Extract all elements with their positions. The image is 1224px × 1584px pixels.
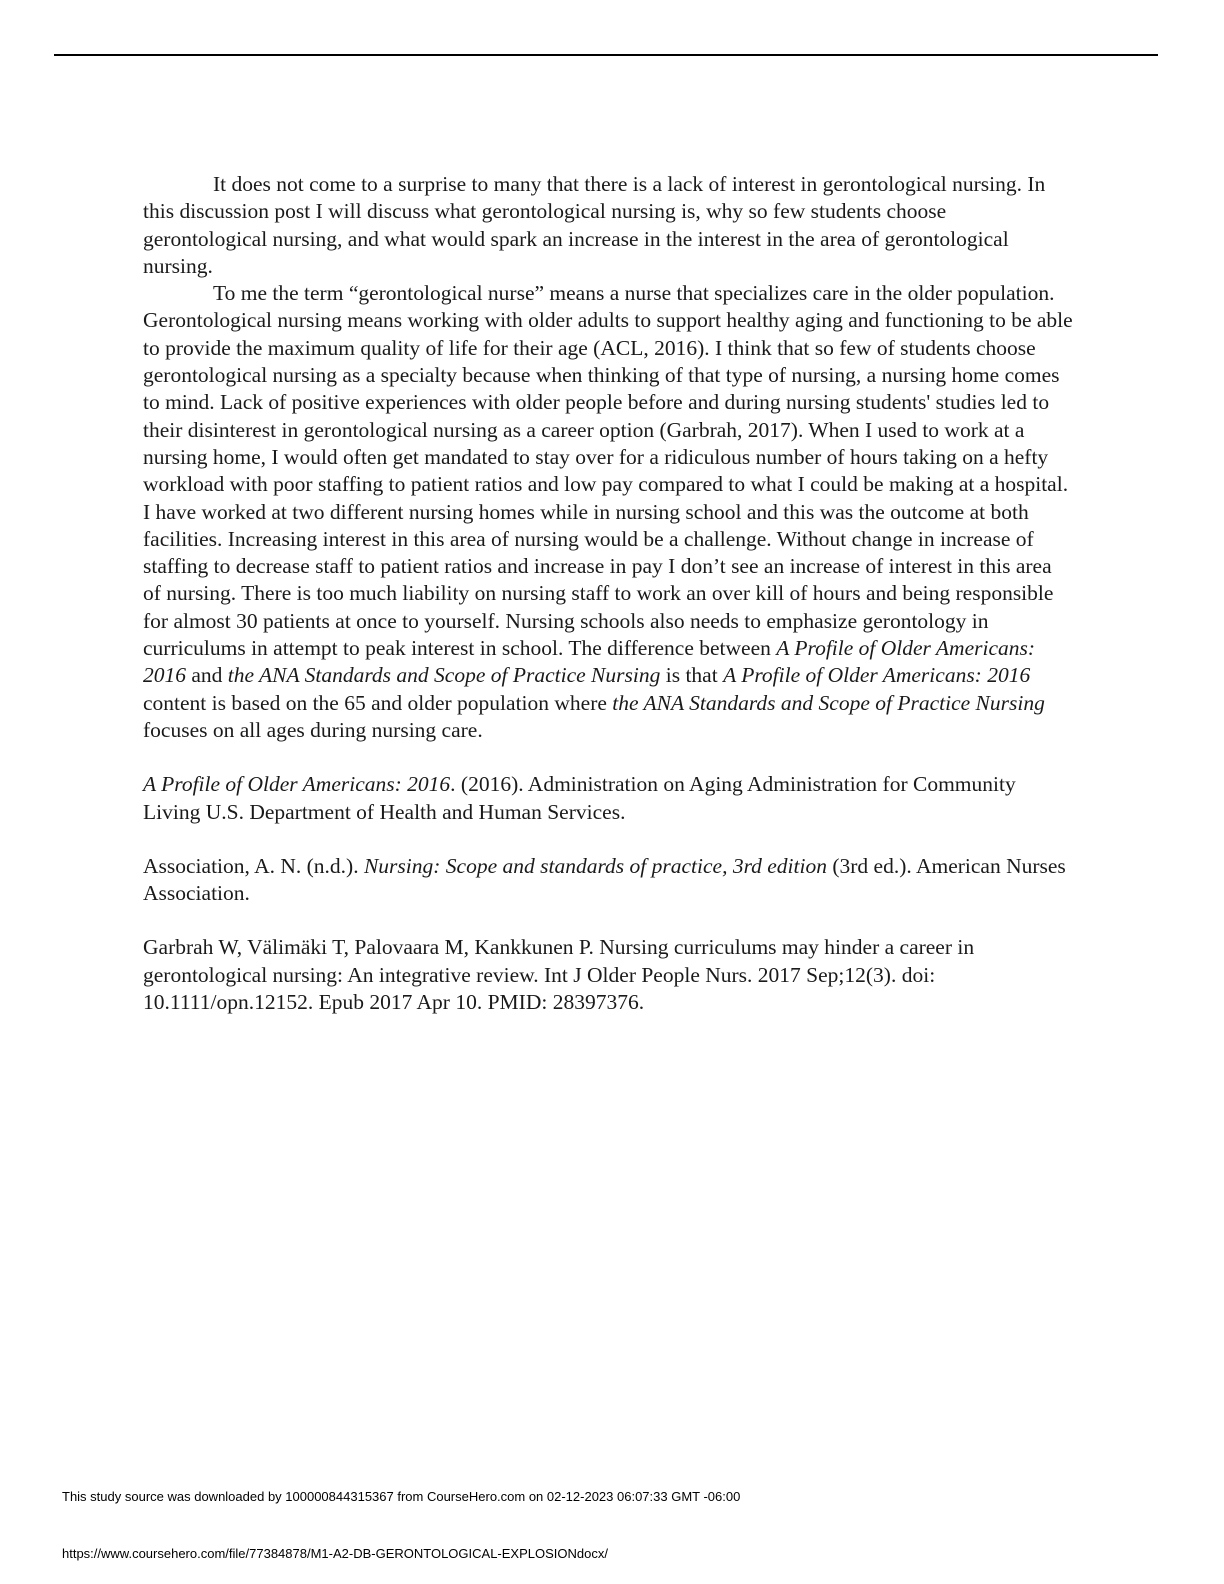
intro-paragraph xyxy=(143,171,1073,280)
italic-title: A Profile of Older Americans: 2016 xyxy=(723,663,1031,688)
reference-details: (3rd ed.). American Nurses Association. xyxy=(143,853,1066,906)
reference-details: . (2016). Administration on Aging Administration for Community Living U.S. Department of Health and Human Services. xyxy=(143,772,1016,824)
closing-text: focuses on all ages during nursing care. xyxy=(143,717,483,742)
reference-item xyxy=(143,853,1073,908)
header-rule xyxy=(54,54,1158,56)
italic-title: A Profile of Older Americans: 2016 xyxy=(143,636,1036,688)
reference-title: Nursing: Scope and standards of practice, 3rd edition xyxy=(363,853,827,878)
source-url-link[interactable]: https://www.coursehero.com/file/77384878/M1-A2-DB-GERONTOLOGICAL-EXPLOSIONdocx/ xyxy=(62,1546,608,1561)
connector-text: content is based on the 65 and older population where xyxy=(143,690,613,715)
connector-text: and xyxy=(186,663,228,688)
italic-title: the ANA Standards and Scope of Practice Nursing xyxy=(612,690,1045,715)
download-source-notice: This study source was downloaded by 100000844315367 from CourseHero.com on 02-12-2023 06:07:33 GMT -06:00 xyxy=(62,1489,741,1504)
reference-item xyxy=(143,934,1073,1016)
reference-author: Association, A. N. (n.d.). xyxy=(143,853,364,878)
reference-title: A Profile of Older Americans: 2016 xyxy=(143,772,451,797)
reference-item xyxy=(143,771,1073,826)
discussion-paragraph xyxy=(143,280,1073,744)
intro-paragraph-text: It does not come to a surprise to many that there is a lack of interest in gerontological nursing. In this discussion post I will discuss what gerontological nursing is, why so few students choose gerontological nursing, and what would spark an increase in the interest in the area of gerontological nursing. xyxy=(143,172,1046,278)
reference-details: Garbrah W, Välimäki T, Palovaara M, Kankkunen P. Nursing curriculums may hinder a career in gerontological nursing: An integrative review. Int J Older People Nurs. 2017 Sep;12(3). doi: 10.1111/opn.12152. Epub 2017 Apr 10. PMID: 28397376. xyxy=(143,935,975,1015)
connector-text: is that xyxy=(660,663,724,688)
discussion-text: To me the term “gerontological nurse” means a nurse that specializes care in the older population. Gerontological nursing means working with older adults to support healthy aging and functioning to be able to provide the maximum quality of life for their age (ACL, 2016). I think that so few of students choose gerontological nursing as a specialty because when thinking of that type of nursing, a nursing home comes to mind. Lack of positive experiences with older people before and during nursing students' studies led to their disinterest in gerontological nursing as a career option (Garbrah, 2017). When I used to work at a nursing home, I would often get mandated to stay over for a ridiculous number of hours taking on a hefty workload with poor staffing to patient ratios and low pay compared to what I could be making at a hospital. I have worked at two different nursing homes while in nursing school and this was the outcome at both facilities. Increasing interest in this area of nursing would be a challenge. Without change in increase of staffing to decrease staff to patient ratios and increase in pay I don’t see an increase of interest in this area of nursing. There is too much liability on nursing staff to work an over kill of hours and being responsible for almost 30 patients at once to yourself. Nursing schools also needs to emphasize gerontology in curriculums in attempt to peak interest in school. The difference between xyxy=(143,281,1073,661)
italic-title: the ANA Standards and Scope of Practice Nursing xyxy=(227,663,661,688)
references xyxy=(143,771,1073,1016)
document-body xyxy=(143,171,1073,1043)
